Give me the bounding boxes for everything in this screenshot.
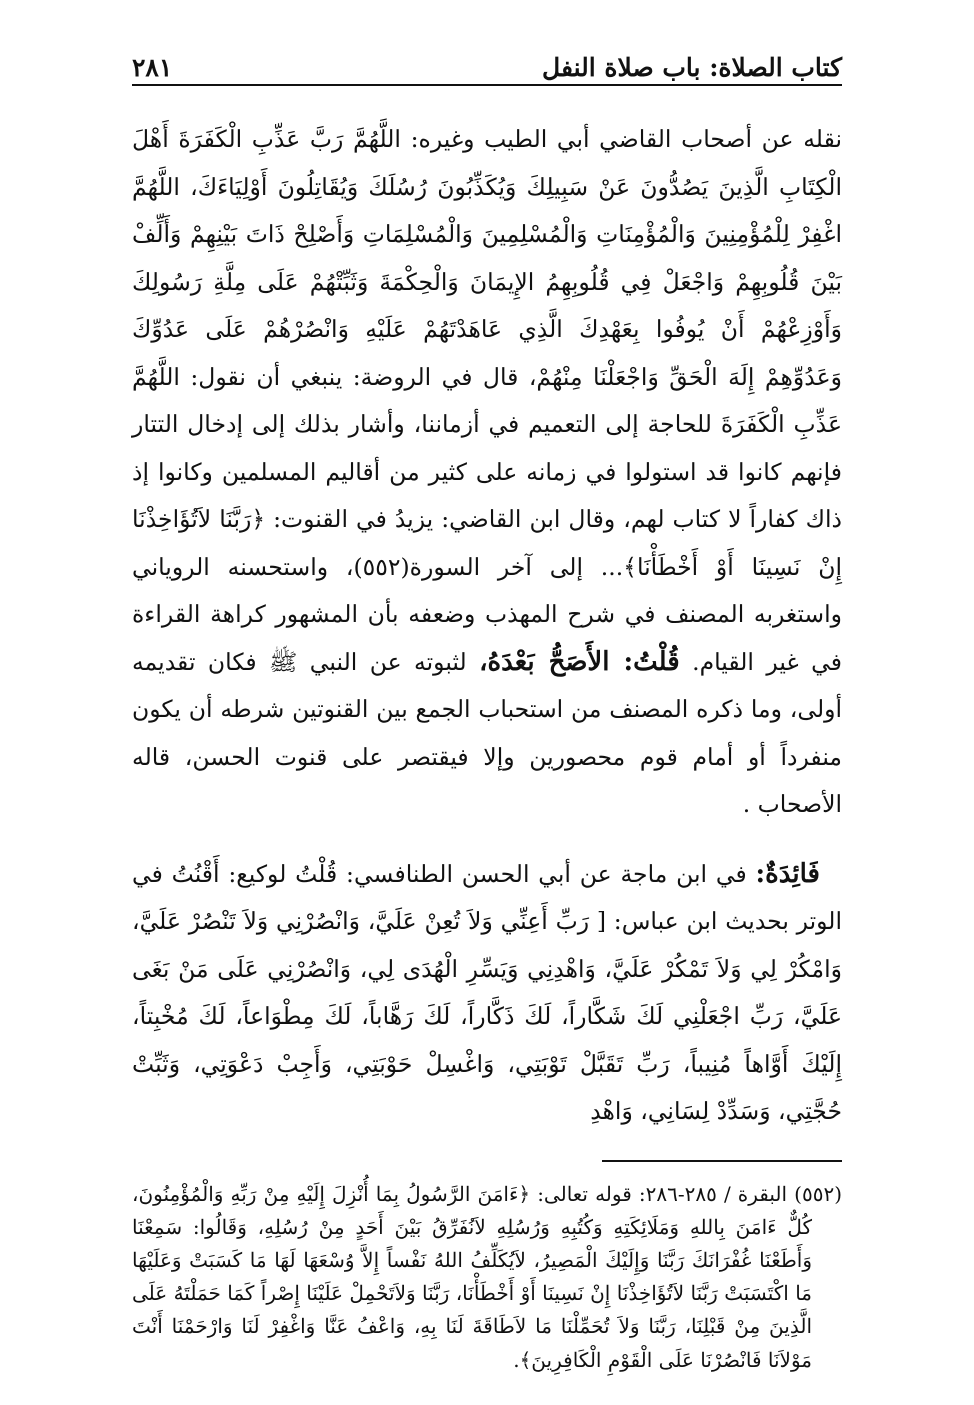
footnote (132, 1178, 842, 1377)
running-title: كتاب الصلاة: باب صلاة النفل (542, 53, 842, 82)
paragraph-faida (132, 851, 842, 1136)
page-number: ٢٨١ (132, 53, 173, 82)
qultu-label: قُلْتُ: الأَصَحُّ بَعْدَهُ، (479, 646, 680, 677)
footnote-separator-wrap (132, 1136, 842, 1178)
paragraph-main-text: نقله عن أصحاب القاضي أبي الطيب وغيره: اللَّهُمَّ رَبَّ عَذِّبِ الْكَفَرَةَ أَهْلَ الْكِتَابِ الَّذِينَ يَصُدُّونَ عَنْ سَبِيلِكَ وَيُكَذِّبُونَ رُسُلَكَ وَيُقَاتِلُونَ أَوْلِيَاءَكَ، اللَّهُمَّ اغْفِرْ لِلْمُؤْمِنِينَ وَالْمُؤْمِنَاتِ وَالْمُسْلِمِينَ وَالْمُسْلِمَاتِ وَأَصْلِحْ ذَاتَ بَيْنِهِمْ وَأَلِّفْ بَيْنَ قُلُوبِهِمْ وَاجْعَلْ فِي قُلُوبِهِمُ الإِيمَانَ وَالْحِكْمَةَ وَثَبِّتْهُمْ عَلَى مِلَّةِ رَسُولِكَ وَأَوْزِعْهُمْ أَنْ يُوفُوا بِعَهْدِكَ الَّذِي عَاهَدْتَهُمْ عَلَيْهِ وَانْصُرْهُمْ عَلَى عَدُوِّكَ وَعَدُوِّهِمْ إِلَهَ الْحَقِّ وَاجْعَلْنَا مِنْهُمْ، قال في الروضة: ينبغي أن نقول: اللَّهُمَّ عَذِّبِ الْكَفَرَةَ للحاجة إلى التعميم في أزماننا، وأشار بذلك إلى إدخال التتار فإنهم كانوا قد استولوا في زمانه على كثير من أقاليم المسلمين وكانوا إذ ذاك كفاراً لا كتاب لهم، وقال ابن القاضي: يزيدُ في القنوت: ﴿رَبَّنَا لاَتُؤَاخِذْنَا إِنْ نَسِينَا أَوْ أَخْطَأْنَا﴾... إلى آخر السورة(٥٥٢)، واستحسنه الروياني واستغربه المصنف في شرح المهذب وضعفه بأن المشهور كراهة القراءة في غير القيام. (132, 125, 842, 676)
paragraph-main (132, 116, 842, 829)
paragraph-main-tail: لثبوته عن النبي ﷺ فكان تقديمه أولى، وما ذكره المصنف من استحباب الجمع بين القنوتين شرطه أن يكون منفرداً أو أمام قوم محصورين وإلا فيقتصر على قنوت الحسن، قاله الأصحاب . (132, 647, 842, 818)
footnote-separator (602, 1160, 842, 1162)
page-header (132, 44, 842, 86)
paragraph-faida-text: في ابن ماجة عن أبي الحسن الطنافسي: قُلْتُ لوكيع: أَقْنُتُ في الوتر بحديث ابن عباس: [ رَبِّ أَعِنِّي وَلاَ تُعِنْ عَلَيَّ، وَانْصُرْنِي وَلاَ تَنْصُرْ عَلَيَّ، وَامْكُرْ لِي وَلاَ تَمْكُرْ عَلَيَّ، وَاهْدِنِي وَيَسِّرِ الْهُدَى لِي، وَانْصُرْنِي عَلَى مَنْ بَغَى عَلَيَّ، رَبِّ اجْعَلْنِي لَكَ شَكَّاراً، لَكَ ذَكَّاراً، لَكَ رَهَّاباً، لَكَ مِطْوَاعاً، لَكَ مُخْبِتاً، إِلَيْكَ أَوَّاهاً مُنِيباً، رَبِّ تَقَبَّلْ تَوْبَتِي، وَاغْسِلْ حَوْبَتِي، وَأَجِبْ دَعْوَتِي، وَثَبِّتْ حُجَّتِي، وَسَدِّدْ لِسَانِي، وَاهْدِ (132, 859, 842, 1125)
faida-label: فَائِدَةٌ: (755, 858, 820, 889)
footnote-552: (٥٥٢) البقرة / ٢٨٥-٢٨٦: قوله تعالى: ﴿ءَامَنَ الرَّسُولُ بِمَا أُنْزِلَ إِلَيْهِ مِنْ رَبِّهِ وَالْمُؤْمِنُونَ، كُلٌّ ءَامَنَ بِاللهِ وَمَلَائِكَتِهِ وَكُتُبِهِ وَرُسُلِهِ لاَنُفَرِّقُ بَيْنَ أَحَدٍ مِنْ رُسُلِهِ، وَقَالُوا: سَمِعْنَا وَأَطَعْنَا غُفْرَانَكَ رَبَّنَا وَإِلَيْكَ الْمَصِيرُ، لاَيُكَلِّفُ اللهُ نَفْساً إِلاَّ وُسْعَهَا لَهَا مَا كَسَبَتْ وَعَلَيْهَا مَا اكْتَسَبَتْ رَبَّنَا لاَتُؤَاخِذْنَا إِنْ نَسِينَا أَوْ أَخْطَأْنَا، رَبَّنَا وَلاَتَحْمِلْ عَلَيْنَا إِصْراً كَمَا حَمَلْتَهُ عَلَى الَّذِينَ مِنْ قَبْلِنَا، رَبَّنَا وَلاَ تُحَمِّلْنَا مَا لاَطَاقَةَ لَنَا بِهِ، وَاعْفُ عَنَّا وَاغْفِرْ لَنَا وَارْحَمْنَا أَنْتَ مَوْلاَنَا فَانْصُرْنَا عَلَى الْقَوْمِ الْكَافِرِينَ﴾. (132, 1181, 843, 1372)
main-text (132, 116, 842, 1136)
